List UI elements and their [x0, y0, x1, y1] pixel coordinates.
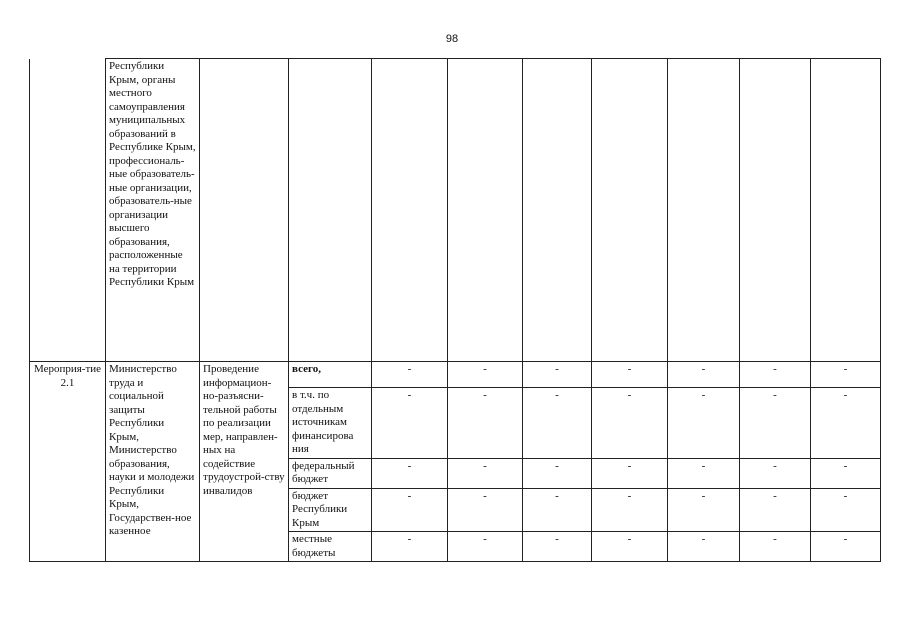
funding-value: -	[740, 362, 811, 388]
continuation-description-cell	[200, 59, 289, 362]
funding-value: -	[592, 458, 668, 488]
funding-value: -	[448, 458, 523, 488]
funding-source-label: всего,	[289, 362, 372, 388]
funding-source-label: федеральный бюджет	[289, 458, 372, 488]
funding-value: -	[668, 532, 740, 562]
funding-value: -	[592, 362, 668, 388]
funding-source-label: в т.ч. по отдельным источникам финансирова ния	[289, 388, 372, 459]
continuation-value-cell	[372, 59, 448, 362]
funding-value: -	[668, 458, 740, 488]
funding-value: -	[523, 532, 592, 562]
funding-value: -	[448, 388, 523, 459]
continuation-value-cell	[523, 59, 592, 362]
funding-value: -	[668, 488, 740, 532]
funding-value: -	[523, 362, 592, 388]
funding-value: -	[811, 532, 881, 562]
continuation-value-cell	[740, 59, 811, 362]
funding-value: -	[740, 532, 811, 562]
measure-name-cell: Мероприя-тие 2.1	[30, 362, 106, 562]
funding-value: -	[372, 458, 448, 488]
funding-value: -	[372, 362, 448, 388]
program-table	[29, 58, 881, 562]
funding-value: -	[592, 488, 668, 532]
continuation-value-cell	[811, 59, 881, 362]
funding-value: -	[448, 362, 523, 388]
funding-value: -	[372, 488, 448, 532]
continuation-value-cell	[592, 59, 668, 362]
funding-value: -	[811, 362, 881, 388]
funding-value: -	[523, 488, 592, 532]
funding-source-label: бюджет Республики Крым	[289, 488, 372, 532]
funding-value: -	[811, 388, 881, 459]
funding-value: -	[811, 488, 881, 532]
funding-value: -	[592, 388, 668, 459]
continuation-value-cell	[448, 59, 523, 362]
continuation-measure-cell	[30, 59, 106, 362]
measure-executor-cell: Министерство труда и социальной защиты Республики Крым, Министерство образования, науки и молодежи Республики Крым, Государствен-ное казенное	[106, 362, 200, 562]
funding-value: -	[523, 388, 592, 459]
continuation-row	[30, 59, 881, 362]
funding-value: -	[372, 388, 448, 459]
funding-value: -	[740, 388, 811, 459]
measure-description-cell: Проведение информацион-но-разъясни-тельной работы по реализации мер, направлен-ных на содействие трудоустрой-ству инвалидов	[200, 362, 289, 562]
funding-value: -	[811, 458, 881, 488]
page-number: 98	[445, 33, 459, 45]
funding-value: -	[668, 362, 740, 388]
funding-source-label: местные бюджеты	[289, 532, 372, 562]
funding-value: -	[448, 532, 523, 562]
continuation-source-cell	[289, 59, 372, 362]
funding-row-total	[30, 362, 881, 388]
funding-value: -	[592, 532, 668, 562]
funding-value: -	[668, 388, 740, 459]
funding-value: -	[740, 458, 811, 488]
continuation-value-cell	[668, 59, 740, 362]
funding-value: -	[523, 458, 592, 488]
funding-value: -	[372, 532, 448, 562]
funding-value: -	[448, 488, 523, 532]
funding-value: -	[740, 488, 811, 532]
continuation-executor-cell: Республики Крым, органы местного самоуправления муниципальных образований в Республике Крым, профессиональ-ные образователь-ные организации, образователь-ные организации высшего образования, расположенные на территории Республики Крым	[106, 59, 200, 362]
